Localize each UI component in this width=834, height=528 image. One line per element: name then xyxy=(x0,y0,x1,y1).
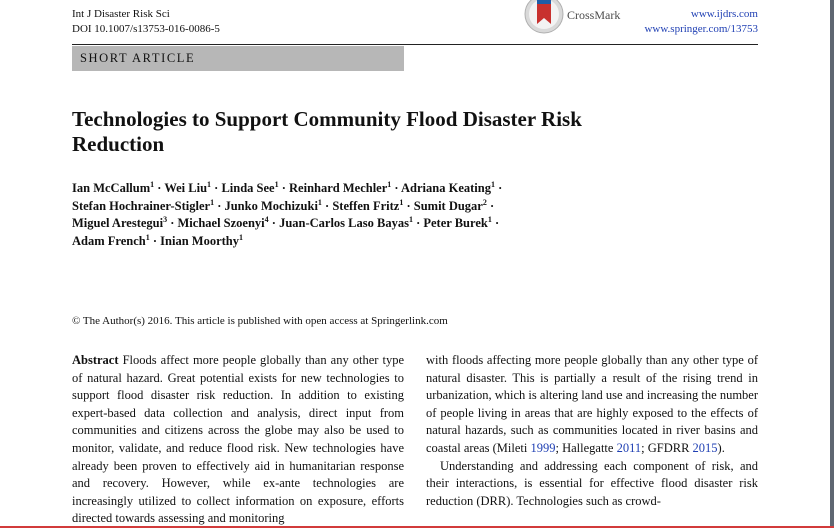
author-name: Miguel Arestegui xyxy=(72,216,164,231)
author-name: Linda See xyxy=(221,181,275,195)
author-separator: · xyxy=(498,181,503,195)
affiliation-marker: 1 xyxy=(399,197,404,207)
abstract-text: Floods affect more people globally than any other type of natural hazard. Great potential exists for new technologies to support flood disaster risk reduction. In addition to existing expert-based data collection and analysis, direct input from communities and citizens across the globe may also be used to monitor, validate, and reduce flood risk. New technologies have already been proven to effectively aid in humanitarian response and recovery. However, while ex-ante technologies are increasingly utilized to collect information on exposure, efforts directed towards assessing and monitoring xyxy=(72,353,405,526)
author-name: Stefan Hochrainer-Stigler xyxy=(72,198,211,213)
journal-website-link[interactable]: www.ijdrs.com xyxy=(690,8,758,20)
citation-separator: ; GFDRR xyxy=(641,440,693,455)
body-text: ). xyxy=(717,440,725,455)
journal-name: Int J Disaster Risk Sci xyxy=(72,8,170,20)
author-separator: · xyxy=(152,233,158,248)
citation-separator: ; Hallegatte xyxy=(555,440,617,455)
author-separator: · xyxy=(170,216,175,231)
citation-link[interactable]: 1999 xyxy=(530,440,556,455)
author-name: Adriana Keating xyxy=(401,181,491,195)
author-name: Junko Mochizuki xyxy=(224,198,318,213)
abstract-paragraph xyxy=(72,352,404,528)
author-name: Michael Szoenyi xyxy=(177,216,265,231)
affiliation-marker: 1 xyxy=(207,180,212,189)
author-separator: · xyxy=(214,181,219,195)
affiliation-marker: 4 xyxy=(264,215,269,225)
citation-author: Mileti xyxy=(496,440,531,455)
author-name: Sumit Dugar xyxy=(413,198,483,213)
author-separator: · xyxy=(394,181,399,195)
affiliation-marker: 1 xyxy=(317,197,322,207)
affiliation-marker: 1 xyxy=(145,232,150,242)
author-separator: · xyxy=(416,216,421,231)
body-column xyxy=(426,352,758,510)
author-separator: · xyxy=(494,216,500,231)
body-text: with floods affecting more people globally than any other type of natural disaster. This is partially a result of the rising trend in urbanization, which is altering land use and increasing the number of people living in areas that are highly exposed to the effects of natural hazards, such as communities located in river basins and coastal areas ( xyxy=(426,353,758,455)
springer-website-link[interactable]: www.springer.com/13753 xyxy=(644,23,758,35)
affiliation-marker: 1 xyxy=(490,180,495,189)
article-type-label: SHORT ARTICLE xyxy=(80,51,196,65)
crossmark-icon[interactable] xyxy=(524,0,564,34)
author-separator: · xyxy=(325,198,330,213)
author-name: Steffen Fritz xyxy=(332,198,400,213)
author-separator: · xyxy=(271,216,276,231)
copyright-notice: © The Author(s) 2016. This article is published with open access at Springerlink.com xyxy=(72,315,448,327)
viewer-scrollbar-edge[interactable] xyxy=(830,0,834,528)
author-separator: · xyxy=(406,198,411,213)
author-separator: · xyxy=(157,181,162,195)
affiliation-marker: 1 xyxy=(487,215,492,225)
body-paragraph-1 xyxy=(426,352,758,458)
affiliation-marker: 1 xyxy=(274,180,279,189)
affiliation-marker: 1 xyxy=(238,232,243,242)
article-type-banner xyxy=(72,46,404,71)
author-name: Wei Liu xyxy=(164,181,208,195)
article-title xyxy=(72,107,692,157)
author-list xyxy=(72,180,592,250)
affiliation-marker: 3 xyxy=(163,215,168,225)
author-name: Adam French xyxy=(72,233,146,248)
affiliation-marker: 1 xyxy=(408,215,413,225)
author-name: Reinhard Mechler xyxy=(289,181,388,195)
header-rule xyxy=(72,44,758,45)
author-separator: · xyxy=(281,181,286,195)
crossmark-label[interactable]: CrossMark xyxy=(567,8,621,22)
body-paragraph-2: Understanding and addressing each component of risk, and their interactions, is essential for effective flood disaster risk reduction (DRR). Technologies such as crowd- xyxy=(426,458,758,508)
title-line-2: Reduction xyxy=(72,132,165,156)
author-separator: · xyxy=(489,198,495,213)
abstract-column xyxy=(72,352,404,528)
affiliation-marker: 2 xyxy=(482,197,487,207)
author-name: Ian McCallum xyxy=(72,181,151,195)
author-name: Juan-Carlos Laso Bayas xyxy=(279,216,409,231)
author-name: Inian Moorthy xyxy=(160,233,239,248)
author-separator: · xyxy=(217,198,222,213)
author-name: Peter Burek xyxy=(423,216,488,231)
affiliation-marker: 1 xyxy=(150,180,155,189)
abstract-label: Abstract xyxy=(72,353,119,367)
affiliation-marker: 1 xyxy=(210,197,215,207)
title-line-1: Technologies to Support Community Flood Disaster Risk xyxy=(72,107,582,131)
affiliation-marker: 1 xyxy=(387,180,392,189)
citation-link[interactable]: 2015 xyxy=(692,440,718,455)
doi-text: DOI 10.1007/s13753-016-0086-5 xyxy=(72,23,220,35)
citation-link[interactable]: 2011 xyxy=(616,440,642,455)
